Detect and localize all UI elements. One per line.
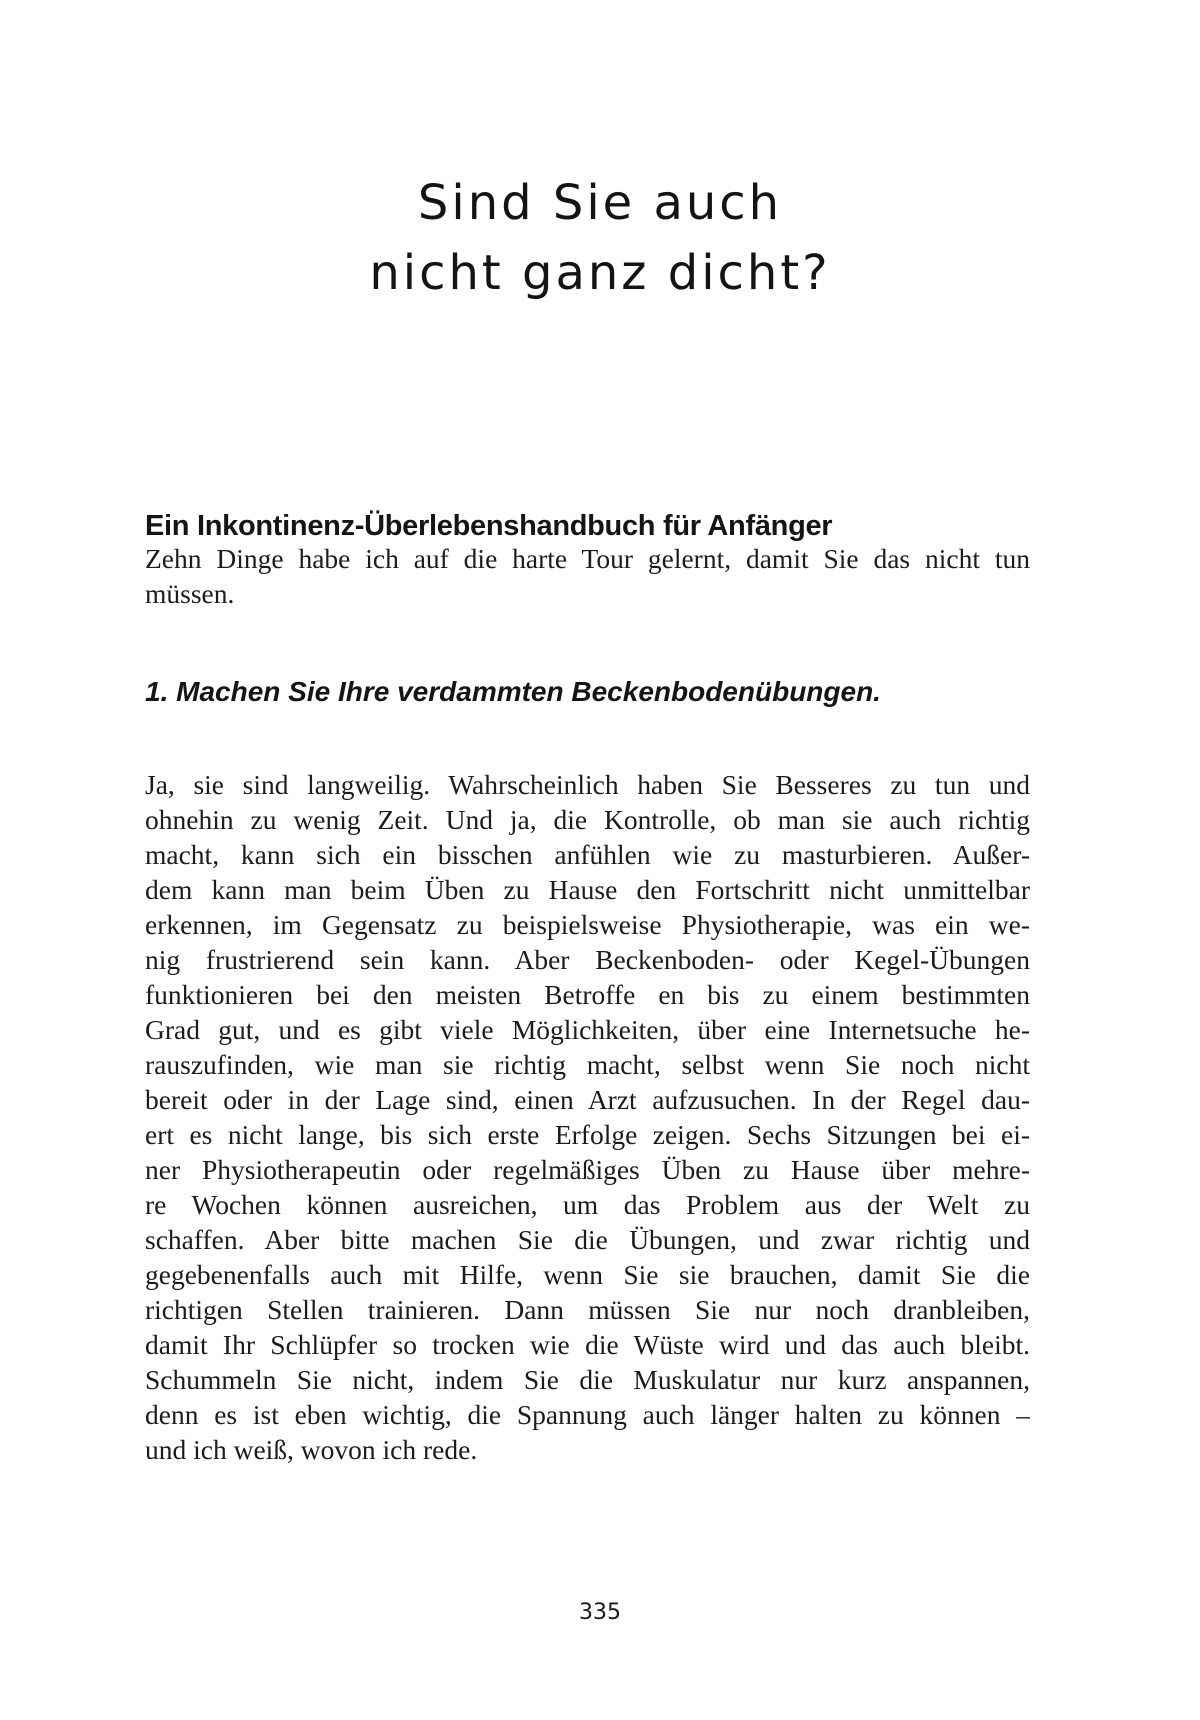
body-line: ohnehin zu wenig Zeit. Und ja, die Kontrolle, ob man sie auch richtig [145, 804, 1030, 835]
body-line: und ich weiß, wovon ich rede. [145, 1434, 478, 1465]
chapter-title-line: Sind Sie auch [417, 175, 783, 231]
page-number: 335 [579, 1600, 621, 1625]
section-heading: Ein Inkontinenz-Überlebenshandbuch für Anfänger [145, 510, 833, 542]
body-line: erkennen, im Gegensatz zu beispielsweise Physiotherapie, was ein we- [145, 909, 1030, 940]
body-line: funktionieren bei den meisten Betroffe en bis zu einem bestimmten [145, 979, 1030, 1010]
body-line: Schummeln Sie nicht, indem Sie die Muskulatur nur kurz anspannen, [145, 1364, 1030, 1395]
body-line: rauszufinden, wie man sie richtig macht, selbst wenn Sie noch nicht [145, 1049, 1030, 1080]
body-line: bereit oder in der Lage sind, einen Arzt aufzusuchen. In der Regel dau- [145, 1084, 1030, 1115]
chapter-title-line: nicht ganz dicht? [369, 245, 831, 301]
body-paragraph [145, 767, 1030, 1467]
subtitle-line: Zehn Dinge habe ich auf die harte Tour gelernt, damit Sie das nicht tun [145, 543, 1030, 574]
body-line: Ja, sie sind langweilig. Wahrscheinlich haben Sie Besseres zu tun und [145, 769, 1030, 800]
body-line: schaffen. Aber bitte machen Sie die Übungen, und zwar richtig und [145, 1224, 1030, 1255]
body-line: damit Ihr Schlüpfer so trocken wie die Wüste wird und das auch bleibt. [145, 1329, 1030, 1360]
body-line: richtigen Stellen trainieren. Dann müssen Sie nur noch dranbleiben, [145, 1294, 1030, 1325]
subtitle-line: müssen. [145, 578, 235, 609]
body-line: nig frustrierend sein kann. Aber Beckenboden- oder Kegel-Übungen [145, 944, 1030, 975]
body-line: denn es ist eben wichtig, die Spannung auch länger halten zu können – [145, 1399, 1030, 1430]
body-line: gegebenenfalls auch mit Hilfe, wenn Sie sie brauchen, damit Sie die [145, 1259, 1030, 1290]
body-line: ert es nicht lange, bis sich erste Erfolge zeigen. Sechs Sitzungen bei ei- [145, 1119, 1030, 1150]
body-line: re Wochen können ausreichen, um das Problem aus der Welt zu [145, 1189, 1030, 1220]
item-heading: 1. Machen Sie Ihre verdammten Beckenbodenübungen. [145, 676, 881, 707]
section-subtitle [145, 541, 1030, 611]
body-line: dem kann man beim Üben zu Hause den Fortschritt nicht unmittelbar [145, 874, 1030, 905]
body-line: Grad gut, und es gibt viele Möglichkeiten, über eine Internetsuche he- [145, 1014, 1030, 1045]
body-line: ner Physiotherapeutin oder regelmäßiges Üben zu Hause über mehre- [145, 1154, 1030, 1185]
chapter-title [0, 168, 1200, 308]
body-line: macht, kann sich ein bisschen anfühlen wie zu masturbieren. Außer- [145, 839, 1030, 870]
